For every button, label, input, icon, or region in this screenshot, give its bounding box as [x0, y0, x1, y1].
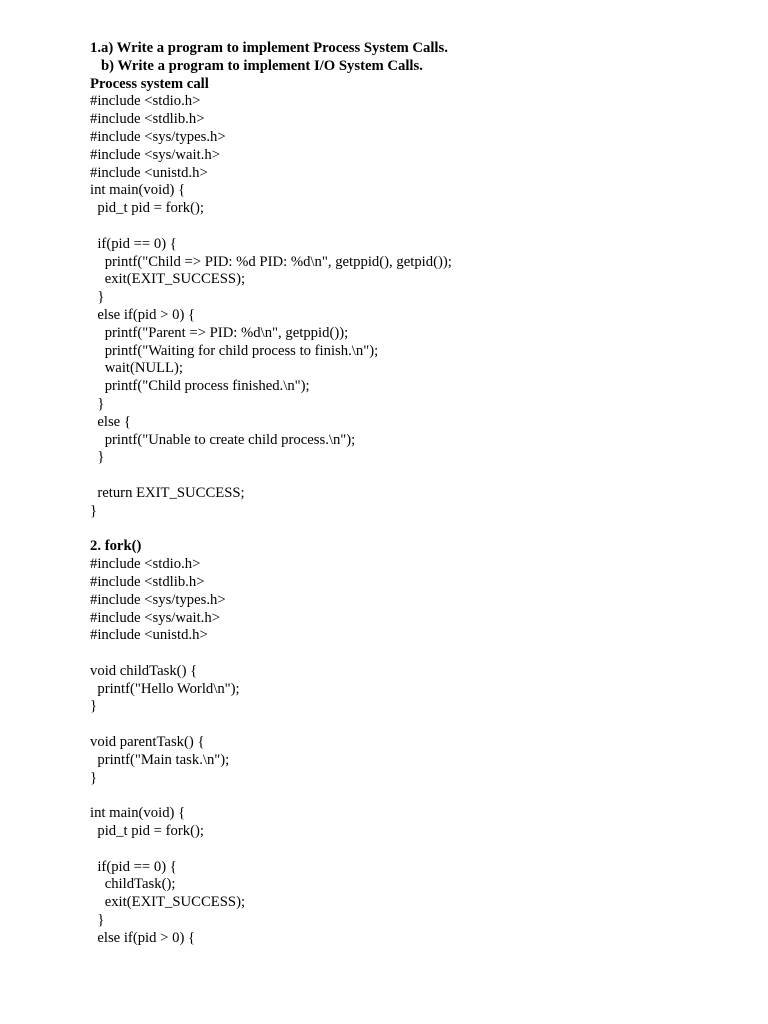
code-line: #include <stdlib.h>: [90, 111, 205, 128]
code-line: #include <stdio.h>: [90, 556, 201, 573]
code-line: }: [90, 449, 105, 466]
blank-line: [90, 467, 730, 485]
code-line: exit(EXIT_SUCCESS);: [90, 894, 246, 911]
blank-line: [90, 716, 730, 734]
code-line: #include <unistd.h>: [90, 627, 208, 644]
code-line: #include <sys/types.h>: [90, 591, 226, 608]
code-line: }: [90, 395, 105, 412]
blank-line: [90, 521, 730, 539]
code-line: printf("Main task.\n");: [90, 751, 230, 768]
code-line: childTask();: [90, 876, 176, 893]
code-line: pid_t pid = fork();: [90, 823, 204, 840]
code-line: }: [90, 912, 105, 929]
code-line: exit(EXIT_SUCCESS);: [90, 271, 246, 288]
code-line: void parentTask() {: [90, 734, 205, 751]
heading-line: 2. fork(): [90, 538, 142, 555]
code-line: return EXIT_SUCCESS;: [90, 484, 245, 501]
code-line: pid_t pid = fork();: [90, 200, 204, 217]
blank-line: [90, 787, 730, 805]
code-line: #include <unistd.h>: [90, 164, 208, 181]
code-line: void childTask() {: [90, 662, 198, 679]
document-page: [90, 40, 730, 948]
code-line: #include <stdlib.h>: [90, 573, 205, 590]
code-line: #include <sys/wait.h>: [90, 609, 220, 626]
code-line: #include <stdio.h>: [90, 93, 201, 110]
blank-line: [90, 645, 730, 663]
blank-line: [90, 841, 730, 859]
code-line: int main(void) {: [90, 182, 186, 199]
code-line: else {: [90, 413, 131, 430]
code-line: int main(void) {: [90, 805, 186, 822]
heading-line: 1.a) Write a program to implement Process System Calls.: [90, 40, 448, 56]
blank-line: [90, 218, 730, 236]
code-line: }: [90, 502, 98, 519]
code-line: printf("Child process finished.\n");: [90, 378, 310, 395]
code-line: else if(pid > 0) {: [90, 306, 196, 323]
code-line: if(pid == 0) {: [90, 235, 177, 252]
code-line: printf("Parent => PID: %d\n", getppid());: [90, 324, 349, 341]
code-line: printf("Hello World\n");: [90, 680, 240, 697]
code-line: printf("Waiting for child process to finish.\n");: [90, 342, 379, 359]
code-line: }: [90, 289, 105, 306]
code-line: printf("Unable to create child process.\n");: [90, 431, 356, 448]
heading-line: Process system call: [90, 75, 209, 92]
code-line: else if(pid > 0) {: [90, 929, 196, 946]
code-line: if(pid == 0) {: [90, 858, 177, 875]
code-line: #include <sys/wait.h>: [90, 146, 220, 163]
heading-line: b) Write a program to implement I/O System Calls.: [90, 57, 423, 74]
code-line: wait(NULL);: [90, 360, 183, 377]
code-line: #include <sys/types.h>: [90, 128, 226, 145]
code-line: }: [90, 769, 98, 786]
code-line: printf("Child => PID: %d PID: %d\n", getppid(), getpid());: [90, 253, 452, 270]
code-line: }: [90, 698, 98, 715]
